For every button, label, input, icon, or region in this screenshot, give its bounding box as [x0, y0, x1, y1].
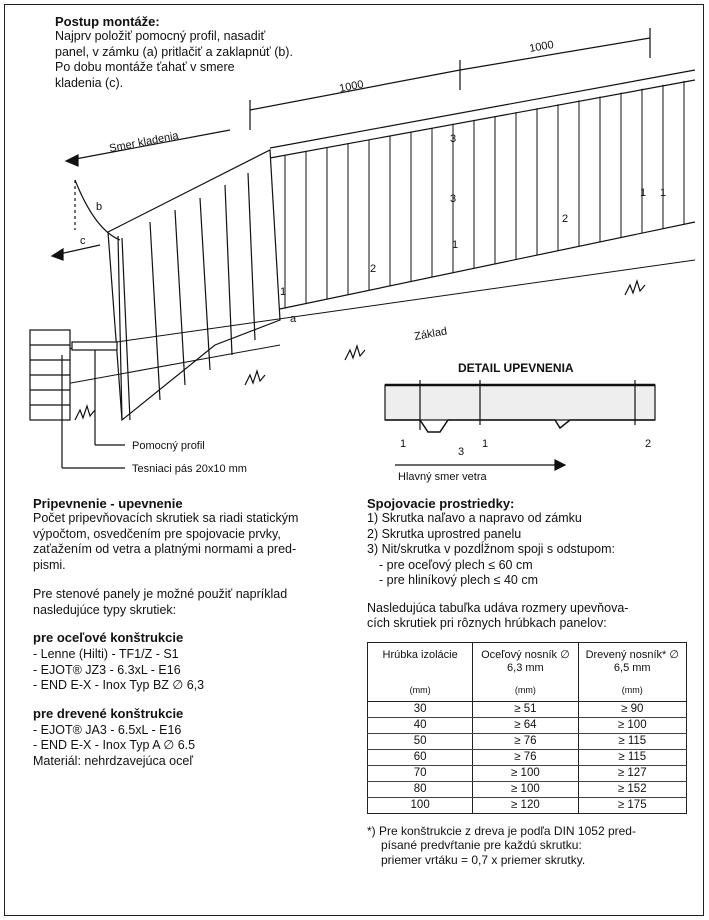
detail-num-2: 2 [645, 438, 652, 450]
table-cell: ≥ 175 [578, 797, 686, 813]
detail-num-1a: 1 [400, 438, 407, 450]
col-header: Drevený nosník* ∅ 6,5 mm [578, 642, 686, 679]
assembly-line: kladenia (c). [55, 75, 124, 90]
fasteners-section [367, 496, 687, 867]
text-line: *) Pre konštrukcie z dreva je podľa DIN 1052 pred- [367, 823, 636, 838]
col-header: Oceľový nosník ∅ 6,3 mm [473, 642, 578, 679]
screw-2-left: 2 [370, 263, 377, 275]
detail-num-1b: 1 [482, 438, 489, 450]
text-line: pismi. [33, 557, 66, 572]
table-cell: ≥ 100 [473, 765, 578, 781]
table-units-row [368, 679, 687, 702]
table-cell: 70 [368, 765, 473, 781]
table-row [368, 749, 687, 765]
text-line: Pre stenové panely je možné použiť napríklad [33, 587, 288, 601]
smer-kladenia-label: Smer kladenia [108, 129, 180, 155]
unit-cell: (mm) [578, 679, 686, 702]
text-line: priemer vrtáku = 0,7 x priemer skrutky. [381, 852, 586, 867]
pomocny-profil-label: Pomocný profil [132, 440, 205, 452]
screw-dimension-table [367, 642, 687, 814]
footnote [367, 824, 687, 868]
screw-1-right-b: 1 [660, 187, 667, 199]
list-item: 2) Skrutka uprostred panelu [367, 526, 522, 541]
table-cell: 50 [368, 733, 473, 749]
dim-1000-left: 1000 [338, 78, 365, 95]
detail-title: DETAIL UPEVNENIA [458, 361, 574, 375]
steel-list [33, 647, 353, 694]
table-cell: 80 [368, 781, 473, 797]
table-cell: 40 [368, 717, 473, 733]
table-cell: ≥ 76 [473, 733, 578, 749]
zaklad-label: Základ [413, 325, 449, 343]
text-line: nasledujúce typy skrutiek: [33, 602, 177, 617]
table-cell: ≥ 127 [578, 765, 686, 781]
fasteners-list [367, 511, 687, 589]
assembly-line: Najprv položiť pomocný profil, nasadiť [55, 29, 266, 43]
list-item: - EJOT® JA3 - 6.5xL - E16 [33, 722, 182, 737]
label-a: a [290, 313, 297, 325]
table-row [368, 781, 687, 797]
text-line: cích skrutiek pri rôznych hrúbkach panelov: [367, 616, 607, 630]
list-item: - pre oceľový plech ≤ 60 cm [379, 557, 533, 572]
table-cell: ≥ 64 [473, 717, 578, 733]
table-cell: ≥ 51 [473, 701, 578, 717]
table-cell: 30 [368, 701, 473, 717]
col-header: Hrúbka izolácie [382, 648, 458, 661]
table-row [368, 797, 687, 813]
table-row [368, 765, 687, 781]
screw-1-right-a: 1 [640, 187, 647, 199]
steel-title: pre oceľové konštrukcie [33, 630, 184, 645]
list-item: - END E-X - Inox Typ BZ ∅ 6,3 [33, 678, 205, 692]
table-header-row [368, 642, 687, 679]
label-b: b [96, 201, 103, 213]
tesniaci-pas-label: Tesniaci pás 20x10 mm [132, 463, 247, 475]
text-line: písané predvŕtanie pre každú skrutku: [381, 838, 582, 852]
fastening-title: Pripevnenie - upevnenie [33, 496, 183, 511]
list-item: - END E-X - Inox Typ A ∅ 6.5 [33, 738, 196, 752]
fastening-section [33, 496, 353, 769]
unit-cell: (mm) [473, 679, 578, 702]
table-cell: ≥ 152 [578, 781, 686, 797]
fastening-para1 [33, 511, 353, 573]
table-cell: ≥ 100 [473, 781, 578, 797]
label-c: c [80, 235, 86, 247]
table-row [368, 717, 687, 733]
list-item: 3) Nit/skrutka v pozdĺžnom spoji s odstupom: [367, 542, 616, 556]
table-row [368, 701, 687, 717]
detail-num-3: 3 [458, 446, 465, 458]
list-item: - Lenne (Hilti) - TF1/Z - S1 [33, 647, 179, 661]
screw-2-right: 2 [562, 213, 569, 225]
wood-title: pre drevené konštrukcie [33, 705, 184, 721]
text-line: Počet pripevňovacích skrutiek sa riadi statickým [33, 511, 299, 525]
fasteners-title: Spojovacie prostriedky: [367, 496, 515, 511]
screw-1-mid: 1 [452, 239, 459, 251]
list-item: 1) Skrutka naľavo a napravo od zámku [367, 511, 582, 525]
table-cell: ≥ 76 [473, 749, 578, 765]
table-cell: ≥ 100 [578, 717, 686, 733]
text-line: Nasledujúca tabuľka udáva rozmery upevňova- [367, 600, 629, 615]
fastening-para2 [33, 587, 353, 618]
text-line: zaťažením od vetra a platnými normami a pred- [33, 542, 297, 556]
list-item: - EJOT® JZ3 - 6.3xL - E16 [33, 662, 181, 677]
table-cell: ≥ 115 [578, 733, 686, 749]
table-cell: 100 [410, 799, 430, 811]
list-item: Materiál: nehrdzavejúca oceľ [33, 753, 193, 768]
dim-1000-right: 1000 [528, 38, 555, 55]
assembly-line: Po dobu montáže ťahať v smere [55, 60, 235, 74]
screw-3-lower: 3 [450, 193, 457, 205]
wind-direction-label: Hlavný smer vetra [398, 471, 487, 483]
wood-list [33, 723, 353, 770]
table-row [368, 733, 687, 749]
unit-cell: (mm) [368, 679, 473, 702]
text-line: výpočtom, osvedčením pre spojovacie prvky, [33, 526, 281, 541]
assembly-line: panel, v zámku (a) pritlačiť a zaklapnúť (b). [55, 44, 293, 59]
list-item: - pre hliníkový plech ≤ 40 cm [379, 573, 539, 587]
table-cell: ≥ 90 [578, 701, 686, 717]
screw-3-upper: 3 [450, 133, 457, 145]
screw-1-left: 1 [280, 286, 287, 298]
table-cell: 60 [368, 749, 473, 765]
table-intro [367, 601, 687, 632]
table-cell: ≥ 115 [578, 749, 686, 765]
assembly-instructions [55, 14, 345, 91]
assembly-title: Postup montáže: [55, 14, 160, 29]
table-cell: ≥ 120 [473, 797, 578, 813]
